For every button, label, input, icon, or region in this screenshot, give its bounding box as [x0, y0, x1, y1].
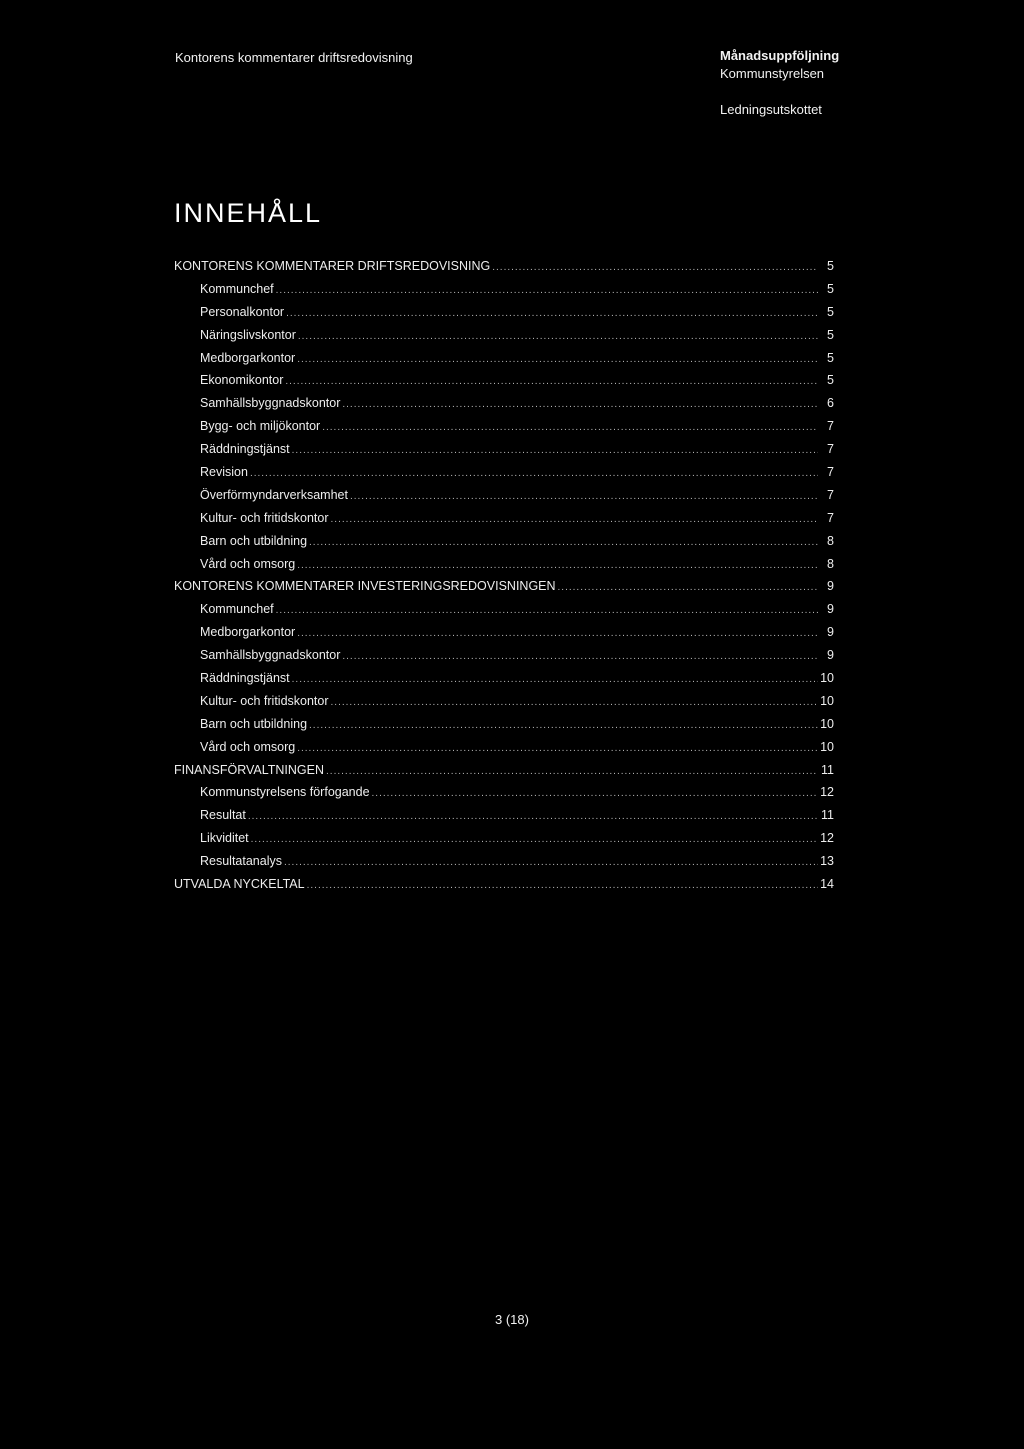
toc-entry[interactable]: [174, 763, 834, 786]
toc-entry-label: Kommunchef: [200, 281, 274, 296]
toc-leader-dots: [492, 262, 818, 273]
toc-entry-label: Kommunstyrelsens förfogande: [200, 785, 370, 800]
toc-leader-dots: [331, 514, 818, 525]
toc-entry-page: 7: [827, 487, 834, 502]
toc-leader-dots: [326, 766, 818, 777]
toc-entry-page: 11: [821, 762, 834, 777]
toc-entry-label: FINANSFÖRVALTNINGEN: [174, 762, 325, 777]
toc-entry[interactable]: [174, 831, 834, 854]
toc-entry-page: 11: [821, 808, 834, 823]
toc-entry[interactable]: [174, 305, 834, 328]
toc-entry-label: Resultat: [200, 808, 246, 823]
report-name: Månadsuppföljning: [720, 48, 840, 63]
toc-entry[interactable]: [174, 785, 834, 808]
toc-title: INNEHÅLL: [174, 198, 323, 228]
toc-leader-dots: [292, 445, 818, 456]
toc-entry-label: Kultur- och fritidskontor: [200, 693, 329, 708]
toc-leader-dots: [250, 468, 818, 479]
toc-entry-label: Medborgarkontor: [200, 625, 296, 640]
toc-leader-dots: [276, 605, 818, 616]
toc-leader-dots: [558, 582, 818, 593]
toc-leader-dots: [286, 308, 818, 319]
toc-entry-page: 7: [827, 465, 834, 480]
toc-entry[interactable]: [174, 740, 834, 763]
toc-entry[interactable]: [174, 259, 834, 282]
toc-entry[interactable]: [174, 579, 834, 602]
toc-entry[interactable]: [174, 854, 834, 877]
toc-leader-dots: [276, 285, 818, 296]
toc-entry-page: 8: [827, 556, 834, 571]
toc-entry-page: 5: [827, 327, 834, 342]
toc-entry-page: 5: [827, 304, 834, 319]
toc-entry[interactable]: [174, 419, 834, 442]
toc-entry[interactable]: [174, 671, 834, 694]
toc-leader-dots: [298, 331, 818, 342]
toc-entry-page: 9: [827, 625, 834, 640]
toc-entry[interactable]: [174, 717, 834, 740]
toc-leader-dots: [248, 811, 818, 822]
toc-leader-dots: [297, 743, 818, 754]
toc-entry-page: 12: [820, 831, 834, 846]
toc-entry-label: Bygg- och miljökontor: [200, 419, 321, 434]
toc-entry[interactable]: [174, 396, 834, 419]
toc-entry[interactable]: [174, 808, 834, 831]
toc-entry-label: UTVALDA NYCKELTAL: [174, 877, 305, 892]
toc-leader-dots: [342, 651, 818, 662]
toc-entry-label: KONTORENS KOMMENTARER DRIFTSREDOVISNING: [174, 259, 491, 273]
toc-entry[interactable]: [174, 442, 834, 465]
toc-entry-label: Räddningstjänst: [200, 671, 290, 686]
toc-entry[interactable]: [174, 465, 834, 488]
table-of-contents: [174, 259, 834, 900]
toc-entry-label: Likviditet: [200, 831, 249, 846]
toc-leader-dots: [297, 628, 818, 639]
toc-entry[interactable]: [174, 625, 834, 648]
toc-entry[interactable]: [174, 282, 834, 305]
toc-entry-page: 5: [827, 259, 834, 273]
toc-entry-label: Kommunchef: [200, 602, 274, 617]
toc-entry-label: Räddningstjänst: [200, 442, 290, 457]
toc-entry-page: 8: [827, 533, 834, 548]
toc-entry-page: 6: [827, 396, 834, 411]
toc-leader-dots: [297, 560, 818, 571]
toc-entry-page: 12: [820, 785, 834, 800]
toc-entry-page: 7: [827, 510, 834, 525]
toc-entry-label: Medborgarkontor: [200, 350, 296, 365]
toc-entry-label: Samhällsbyggnadskontor: [200, 648, 341, 663]
toc-entry-page: 7: [827, 419, 834, 434]
toc-entry-page: 14: [820, 877, 834, 892]
toc-entry[interactable]: [174, 373, 834, 396]
toc-entry-label: Vård och omsorg: [200, 739, 296, 754]
toc-leader-dots: [309, 720, 818, 731]
toc-entry[interactable]: [174, 488, 834, 511]
toc-entry[interactable]: [174, 557, 834, 580]
toc-entry[interactable]: [174, 511, 834, 534]
toc-entry-label: Kultur- och fritidskontor: [200, 510, 329, 525]
toc-entry-label: Barn och utbildning: [200, 716, 308, 731]
header-meta: [720, 47, 920, 119]
toc-entry-page: 5: [827, 350, 834, 365]
toc-entry-page: 5: [827, 373, 834, 388]
toc-entry[interactable]: [174, 351, 834, 374]
toc-entry-page: 13: [820, 854, 834, 869]
toc-entry-page: 10: [820, 716, 834, 731]
toc-leader-dots: [350, 491, 818, 502]
toc-entry-page: 5: [827, 281, 834, 296]
toc-entry[interactable]: [174, 602, 834, 625]
toc-leader-dots: [251, 834, 818, 845]
toc-entry[interactable]: [174, 648, 834, 671]
toc-leader-dots: [307, 880, 818, 891]
toc-entry-page: 10: [820, 739, 834, 754]
page-number: 3 (18): [495, 1312, 529, 1327]
toc-entry-page: 9: [827, 579, 834, 594]
toc-leader-dots: [309, 537, 818, 548]
toc-entry-page: 9: [827, 648, 834, 663]
toc-entry-label: Revision: [200, 465, 248, 480]
toc-leader-dots: [285, 376, 818, 387]
toc-leader-dots: [297, 354, 818, 365]
toc-entry-label: Näringslivskontor: [200, 327, 296, 342]
toc-leader-dots: [331, 697, 818, 708]
toc-entry-page: 10: [820, 671, 834, 686]
committee-name: Ledningsutskottet: [720, 102, 822, 117]
body-name: Kommunstyrelsen: [720, 66, 825, 81]
toc-entry-label: KONTORENS KOMMENTARER INVESTERINGSREDOVISNINGEN: [174, 579, 556, 594]
toc-entry-label: Resultatanalys: [200, 854, 282, 869]
toc-entry[interactable]: [174, 694, 834, 717]
toc-entry[interactable]: [174, 328, 834, 351]
toc-entry-page: 9: [827, 602, 834, 617]
toc-entry[interactable]: [174, 877, 834, 900]
toc-leader-dots: [372, 788, 818, 799]
toc-entry-label: Personalkontor: [200, 304, 285, 319]
toc-leader-dots: [322, 422, 818, 433]
toc-entry-label: Ekonomikontor: [200, 373, 284, 388]
toc-entry-label: Barn och utbildning: [200, 533, 308, 548]
toc-entry-label: Samhällsbyggnadskontor: [200, 396, 341, 411]
toc-leader-dots: [284, 857, 818, 868]
running-header-title: Kontorens kommentarer driftsredovisning: [175, 50, 413, 65]
toc-entry-label: Vård och omsorg: [200, 556, 296, 571]
toc-entry-label: Överförmyndarverksamhet: [200, 487, 348, 502]
toc-leader-dots: [292, 674, 818, 685]
toc-entry-page: 7: [827, 442, 834, 457]
toc-entry[interactable]: [174, 534, 834, 557]
toc-leader-dots: [342, 399, 818, 410]
toc-entry-page: 10: [820, 693, 834, 708]
